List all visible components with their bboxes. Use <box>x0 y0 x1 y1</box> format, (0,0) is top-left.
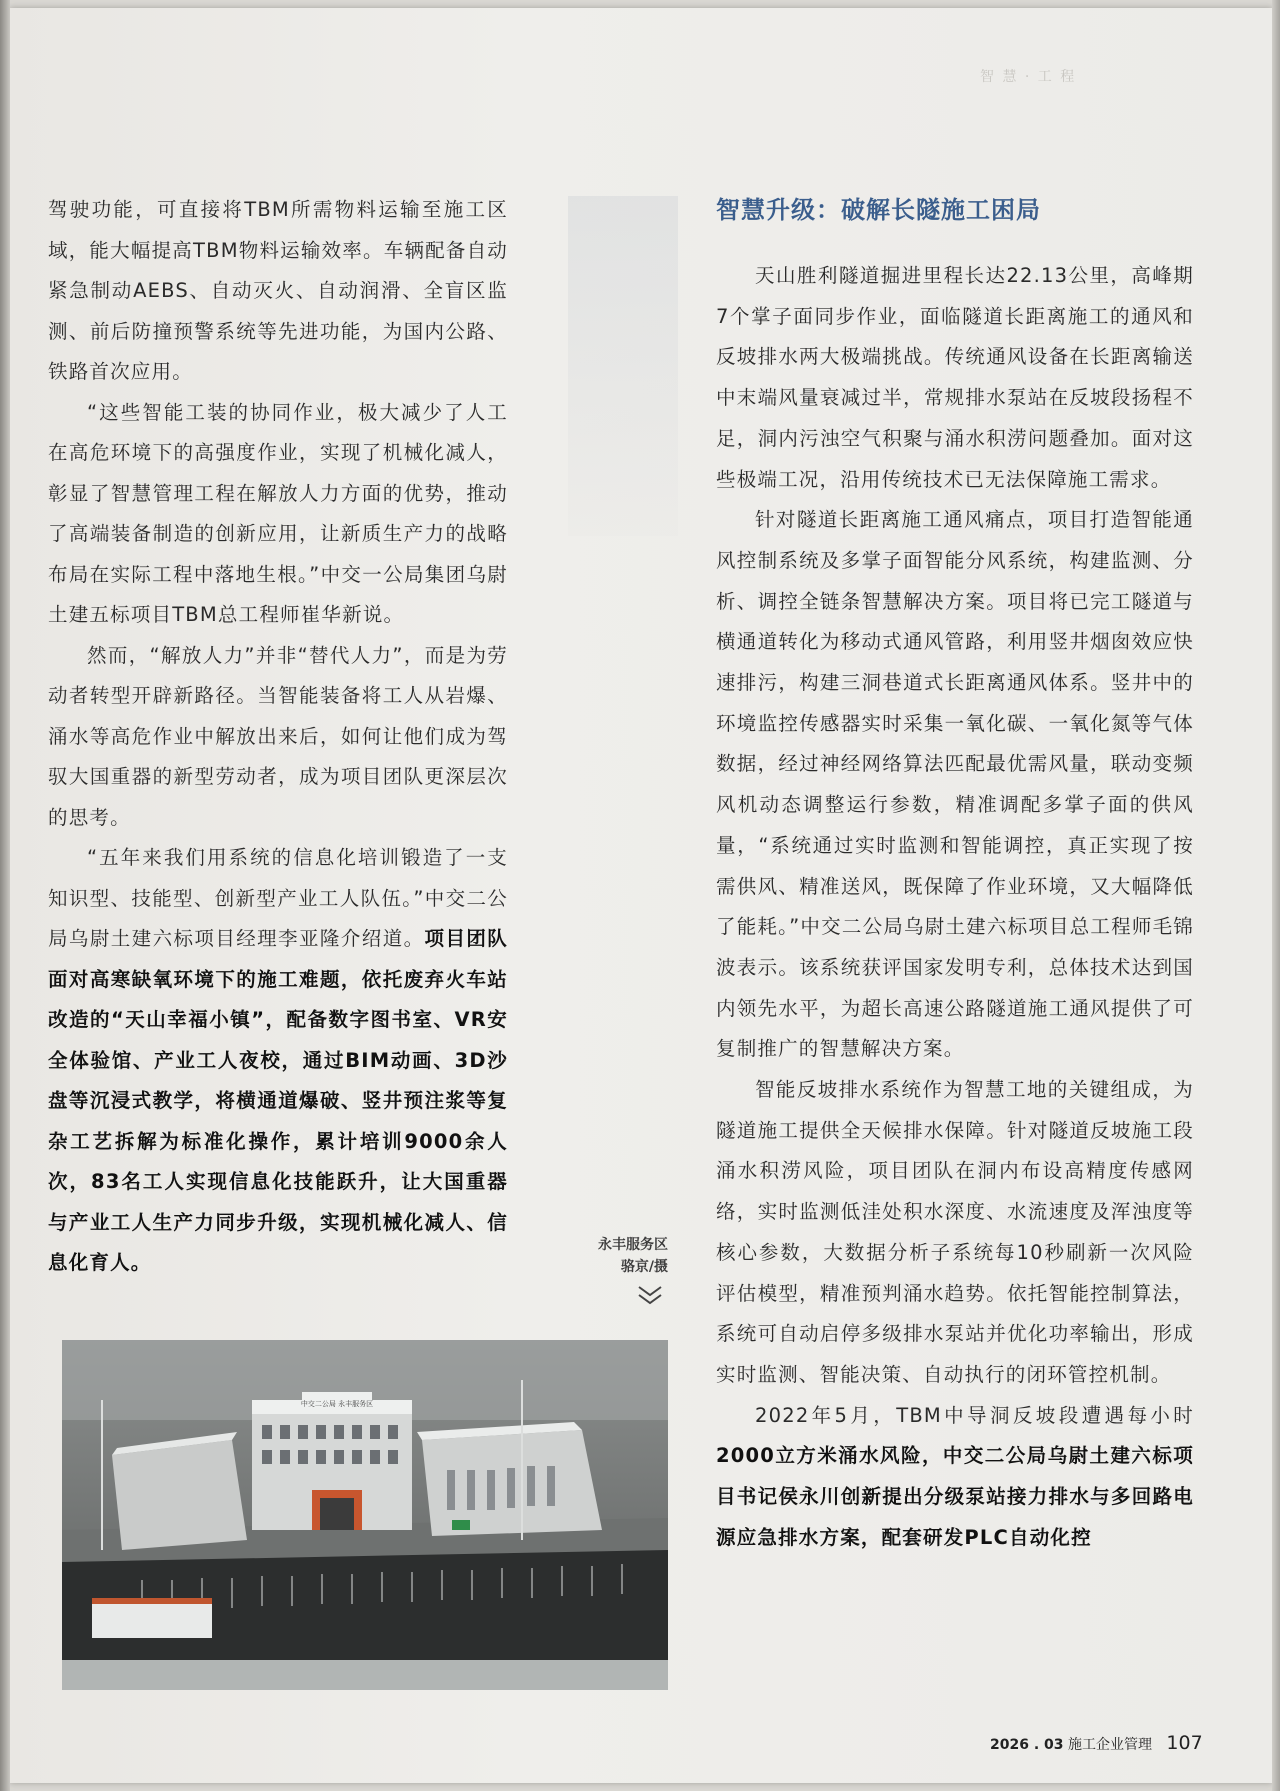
issue-number: 2026 . 03 <box>990 1737 1064 1753</box>
page-edge <box>1272 0 1280 1791</box>
paragraph: 针对隧道长距离施工通风痛点，项目打造智能通风控制系统及多掌子面智能分风系统，构建监测、分析、调控全链条智慧解决方案。项目将已完工隧道与横通道转化为移动式通风管路，利用竖井烟囱效应快速排污，构建三洞巷道式长距离通风体系。竖井中的环境监控传感器实时采集一氧化碳、一氧化氮等气体数据，经过神经网络算法匹配最优需风量，联动变频风机动态调整运行参数，精准调配多掌子面的供风量，“系统通过实时监测和智能调控，真正实现了按需供风、精准送风，既保障了作业环境，又大幅降低了能耗。”中交二公局乌尉土建六标项目总工程师毛锦波表示。该系统获评国家发明专利，总体技术达到国内领先水平，为超长高速公路隧道施工通风提供了可复制推广的智慧解决方案。 <box>716 508 1194 1061</box>
service-area-illustration <box>62 1340 668 1690</box>
page-number: 107 <box>1166 1732 1203 1754</box>
page-binding-shadow <box>0 0 10 1791</box>
paragraph <box>716 1396 1194 1559</box>
paragraph-lead: “五年来我们用系统的信息化培训锻造了一支知识型、技能型、创新型产业工人队伍。”中交二公局乌尉土建六标项目经理李亚隆介绍道。 <box>48 846 508 950</box>
caption-credit: 骆京/摄 <box>620 1259 668 1275</box>
service-area-photo <box>62 1340 668 1690</box>
paragraph <box>48 838 508 1284</box>
caption-location: 永丰服务区 <box>598 1237 668 1253</box>
paragraph-lead: 2022年5月，TBM中导洞反坡段遭遇每小时 <box>755 1403 1194 1427</box>
paragraph: “这些智能工装的协同作业，极大减少了人工在高危环境下的高强度作业，实现了机械化减人，彰显了智慧管理工程在解放人力方面的优势，推动了高端装备制造的创新应用，让新质生产力的战略布局在实际工程中落地生根。”中交一公局集团乌尉土建五标项目TBM总工程师崔华新说。 <box>48 400 508 626</box>
paragraph-bold: 2000立方米涌水风险，中交二公局乌尉土建六标项目书记侯永川创新提出分级泵站接力排水与多回路电源应急排水方案，配套研发PLC自动化控 <box>716 1444 1194 1549</box>
right-text-column <box>716 256 1194 1559</box>
magazine-name: 施工企业管理 <box>1067 1737 1152 1753</box>
paragraph: 然而，“解放人力”并非“替代人力”，而是为劳动者转型开辟新路径。当智能装备将工人从岩爆、涌水等高危作业中解放出来后，如何让他们成为驾驭大国重器的新型劳动者，成为项目团队更深层次的思考。 <box>48 643 508 829</box>
section-title: 智慧升级：破解长隧施工困局 <box>716 196 1041 224</box>
left-text-column <box>48 190 508 1284</box>
paragraph: 智能反坡排水系统作为智慧工地的关键组成，为隧道施工提供全天候排水保障。针对隧道反坡施工段涌水积涝风险，项目团队在洞内布设高精度传感网络，实时监测低洼处积水深度、水流速度及浑浊度等核心参数，大数据分析子系统每10秒刷新一次风险评估模型，精准预判涌水趋势。依托智能控制算法，系统可自动启停多级排水泵站并优化功率输出，形成实时监测、智能决策、自动执行的闭环管控机制。 <box>716 1078 1194 1386</box>
paragraph-bold: 项目团队面对高寒缺氧环境下的施工难题，依托废弃火车站改造的“天山幸福小镇”，配备数字图书室、VR安全体验馆、产业工人夜校，通过BIM动画、3D沙盘等沉浸式教学，将横通道爆破、竖井预注浆等复杂工艺拆解为标准化操作，累计培训9000余人次，83名工人实现信息化技能跃升，让大国重器与产业工人生产力同步升级，实现机械化减人、信息化育人。 <box>48 927 508 1274</box>
paragraph: 天山胜利隧道掘进里程长达22.13公里，高峰期7个掌子面同步作业，面临隧道长距离施工的通风和反坡排水两大极端挑战。传统通风设备在长距离输送中末端风量衰减过半，常规排水泵站在反坡段扬程不足，洞内污浊空气积聚与涌水积涝问题叠加。面对这些极端工况，沿用传统技术已无法保障施工需求。 <box>716 264 1194 491</box>
chevron-down-icon <box>636 1284 664 1308</box>
page-footer <box>990 1732 1203 1754</box>
faded-background-image <box>568 196 678 536</box>
running-header: 智 慧 · 工 程 <box>980 69 1077 85</box>
building-sign: 中交二公局 永丰服务区 <box>300 1400 374 1408</box>
photo-caption <box>578 1234 668 1278</box>
paragraph: 驾驶功能，可直接将TBM所需物料运输至施工区域，能大幅提高TBM物料运输效率。车辆配备自动紧急制动AEBS、自动灭火、自动润滑、全盲区监测、前后防撞预警系统等先进功能，为国内公路、铁路首次应用。 <box>48 198 508 383</box>
